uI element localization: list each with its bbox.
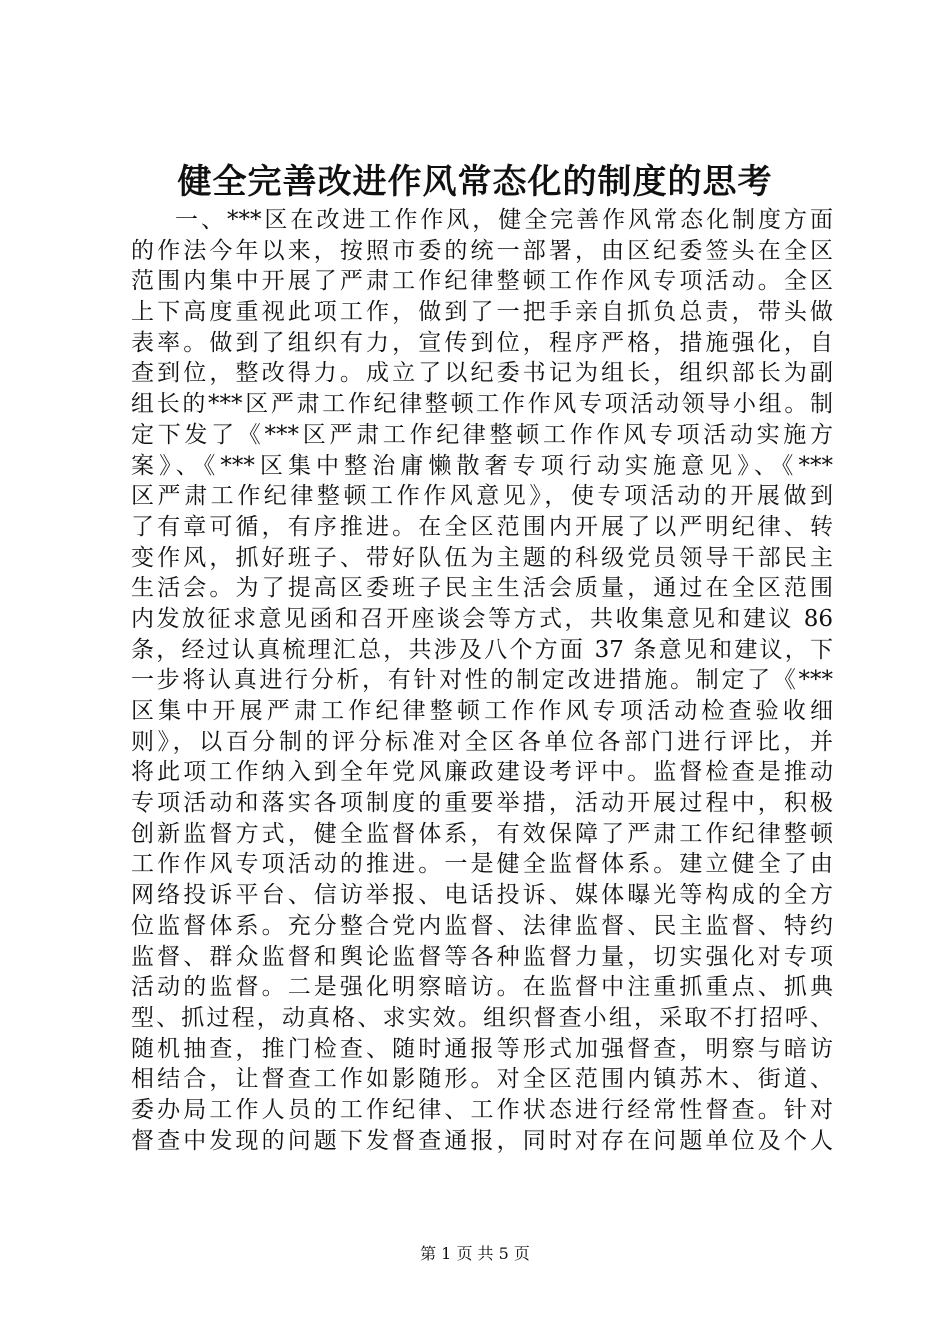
body-line: 工作作风专项活动的推进。一是健全监督体系。建立健全了由 <box>131 851 833 878</box>
body-line: 将此项工作纳入到全年党风廉政建设考评中。监督检查是推动 <box>131 759 833 786</box>
body-line: 专项活动和落实各项制度的重要举措，活动开展过程中，积极 <box>131 790 833 817</box>
body-line: 条，经过认真梳理汇总，共涉及八个方面 37 条意见和建议，下 <box>131 636 833 663</box>
body-line: 上下高度重视此项工作，做到了一把手亲自抓负总责，带头做 <box>131 299 833 326</box>
body-line: 委办局工作人员的工作纪律、工作状态进行经常性督查。针对 <box>131 1096 833 1123</box>
body-line: 监督、群众监督和舆论监督等各种监督力量，切实强化对专项 <box>131 943 833 970</box>
body-line: 表率。做到了组织有力，宣传到位，程序严格，措施强化，自 <box>131 329 833 356</box>
body-line: 型、抓过程，动真格、求实效。组织督查小组，采取不打招呼、 <box>131 1004 833 1031</box>
body-line: 查到位，整改得力。成立了以纪委书记为组长，组织部长为副 <box>131 360 833 387</box>
body-line: 区严肃工作纪律整顿工作作风意见》，使专项活动的开展做到 <box>131 483 833 510</box>
body-line: 则》，以百分制的评分标准对全区各单位各部门进行评比，并 <box>131 728 833 755</box>
body-line: 的作法今年以来，按照市委的统一部署，由区纪委签头在全区 <box>131 237 833 264</box>
body-line: 相结合，让督查工作如影随形。对全区范围内镇苏木、街道、 <box>131 1066 833 1093</box>
body-line: 内发放征求意见函和召开座谈会等方式，共收集意见和建议 86 <box>131 605 833 632</box>
body-line: 范围内集中开展了严肃工作纪律整顿工作作风专项活动。全区 <box>131 268 833 295</box>
body-line: 一、***区在改进工作作风，健全完善作风常态化制度方面 <box>175 207 833 233</box>
body-line: 生活会。为了提高区委班子民主生活会质量，通过在全区范围 <box>131 575 833 602</box>
body-line: 位监督体系。充分整合党内监督、法律监督、民主监督、特约 <box>131 912 833 939</box>
body-line: 定下发了《***区严肃工作纪律整顿工作作风专项活动实施方 <box>131 421 833 448</box>
document-body <box>131 205 833 1156</box>
body-line: 一步将认真进行分析，有针对性的制定改进措施。制定了《*** <box>131 667 833 694</box>
body-line: 区集中开展严肃工作纪律整顿工作作风专项活动检查验收细 <box>131 698 833 724</box>
body-line: 组长的***区严肃工作纪律整顿工作作风专项活动领导小组。制 <box>131 391 833 418</box>
body-line: 了有章可循，有序推进。在全区范围内开展了以严明纪律、转 <box>131 513 833 540</box>
body-line: 随机抽查，推门检查、随时通报等形式加强督查，明察与暗访 <box>131 1035 833 1062</box>
body-line: 案》、《***区集中整治庸懒散奢专项行动实施意见》、《*** <box>131 452 833 479</box>
document-title: 健全完善改进作风常态化的制度的思考 <box>177 162 773 202</box>
body-line: 网络投诉平台、信访举报、电话投诉、媒体曝光等构成的全方 <box>131 882 833 909</box>
body-line: 活动的监督。二是强化明察暗访。在监督中注重抓重点、抓典 <box>131 974 833 1001</box>
page-footer: 第 1 页 共 5 页 <box>420 1244 530 1263</box>
body-line: 变作风，抓好班子、带好队伍为主题的科级党员领导干部民主 <box>131 544 833 571</box>
body-line: 创新监督方式，健全监督体系，有效保障了严肃工作纪律整顿 <box>131 820 833 847</box>
body-line: 督查中发现的问题下发督查通报，同时对存在问题单位及个人 <box>131 1127 833 1154</box>
